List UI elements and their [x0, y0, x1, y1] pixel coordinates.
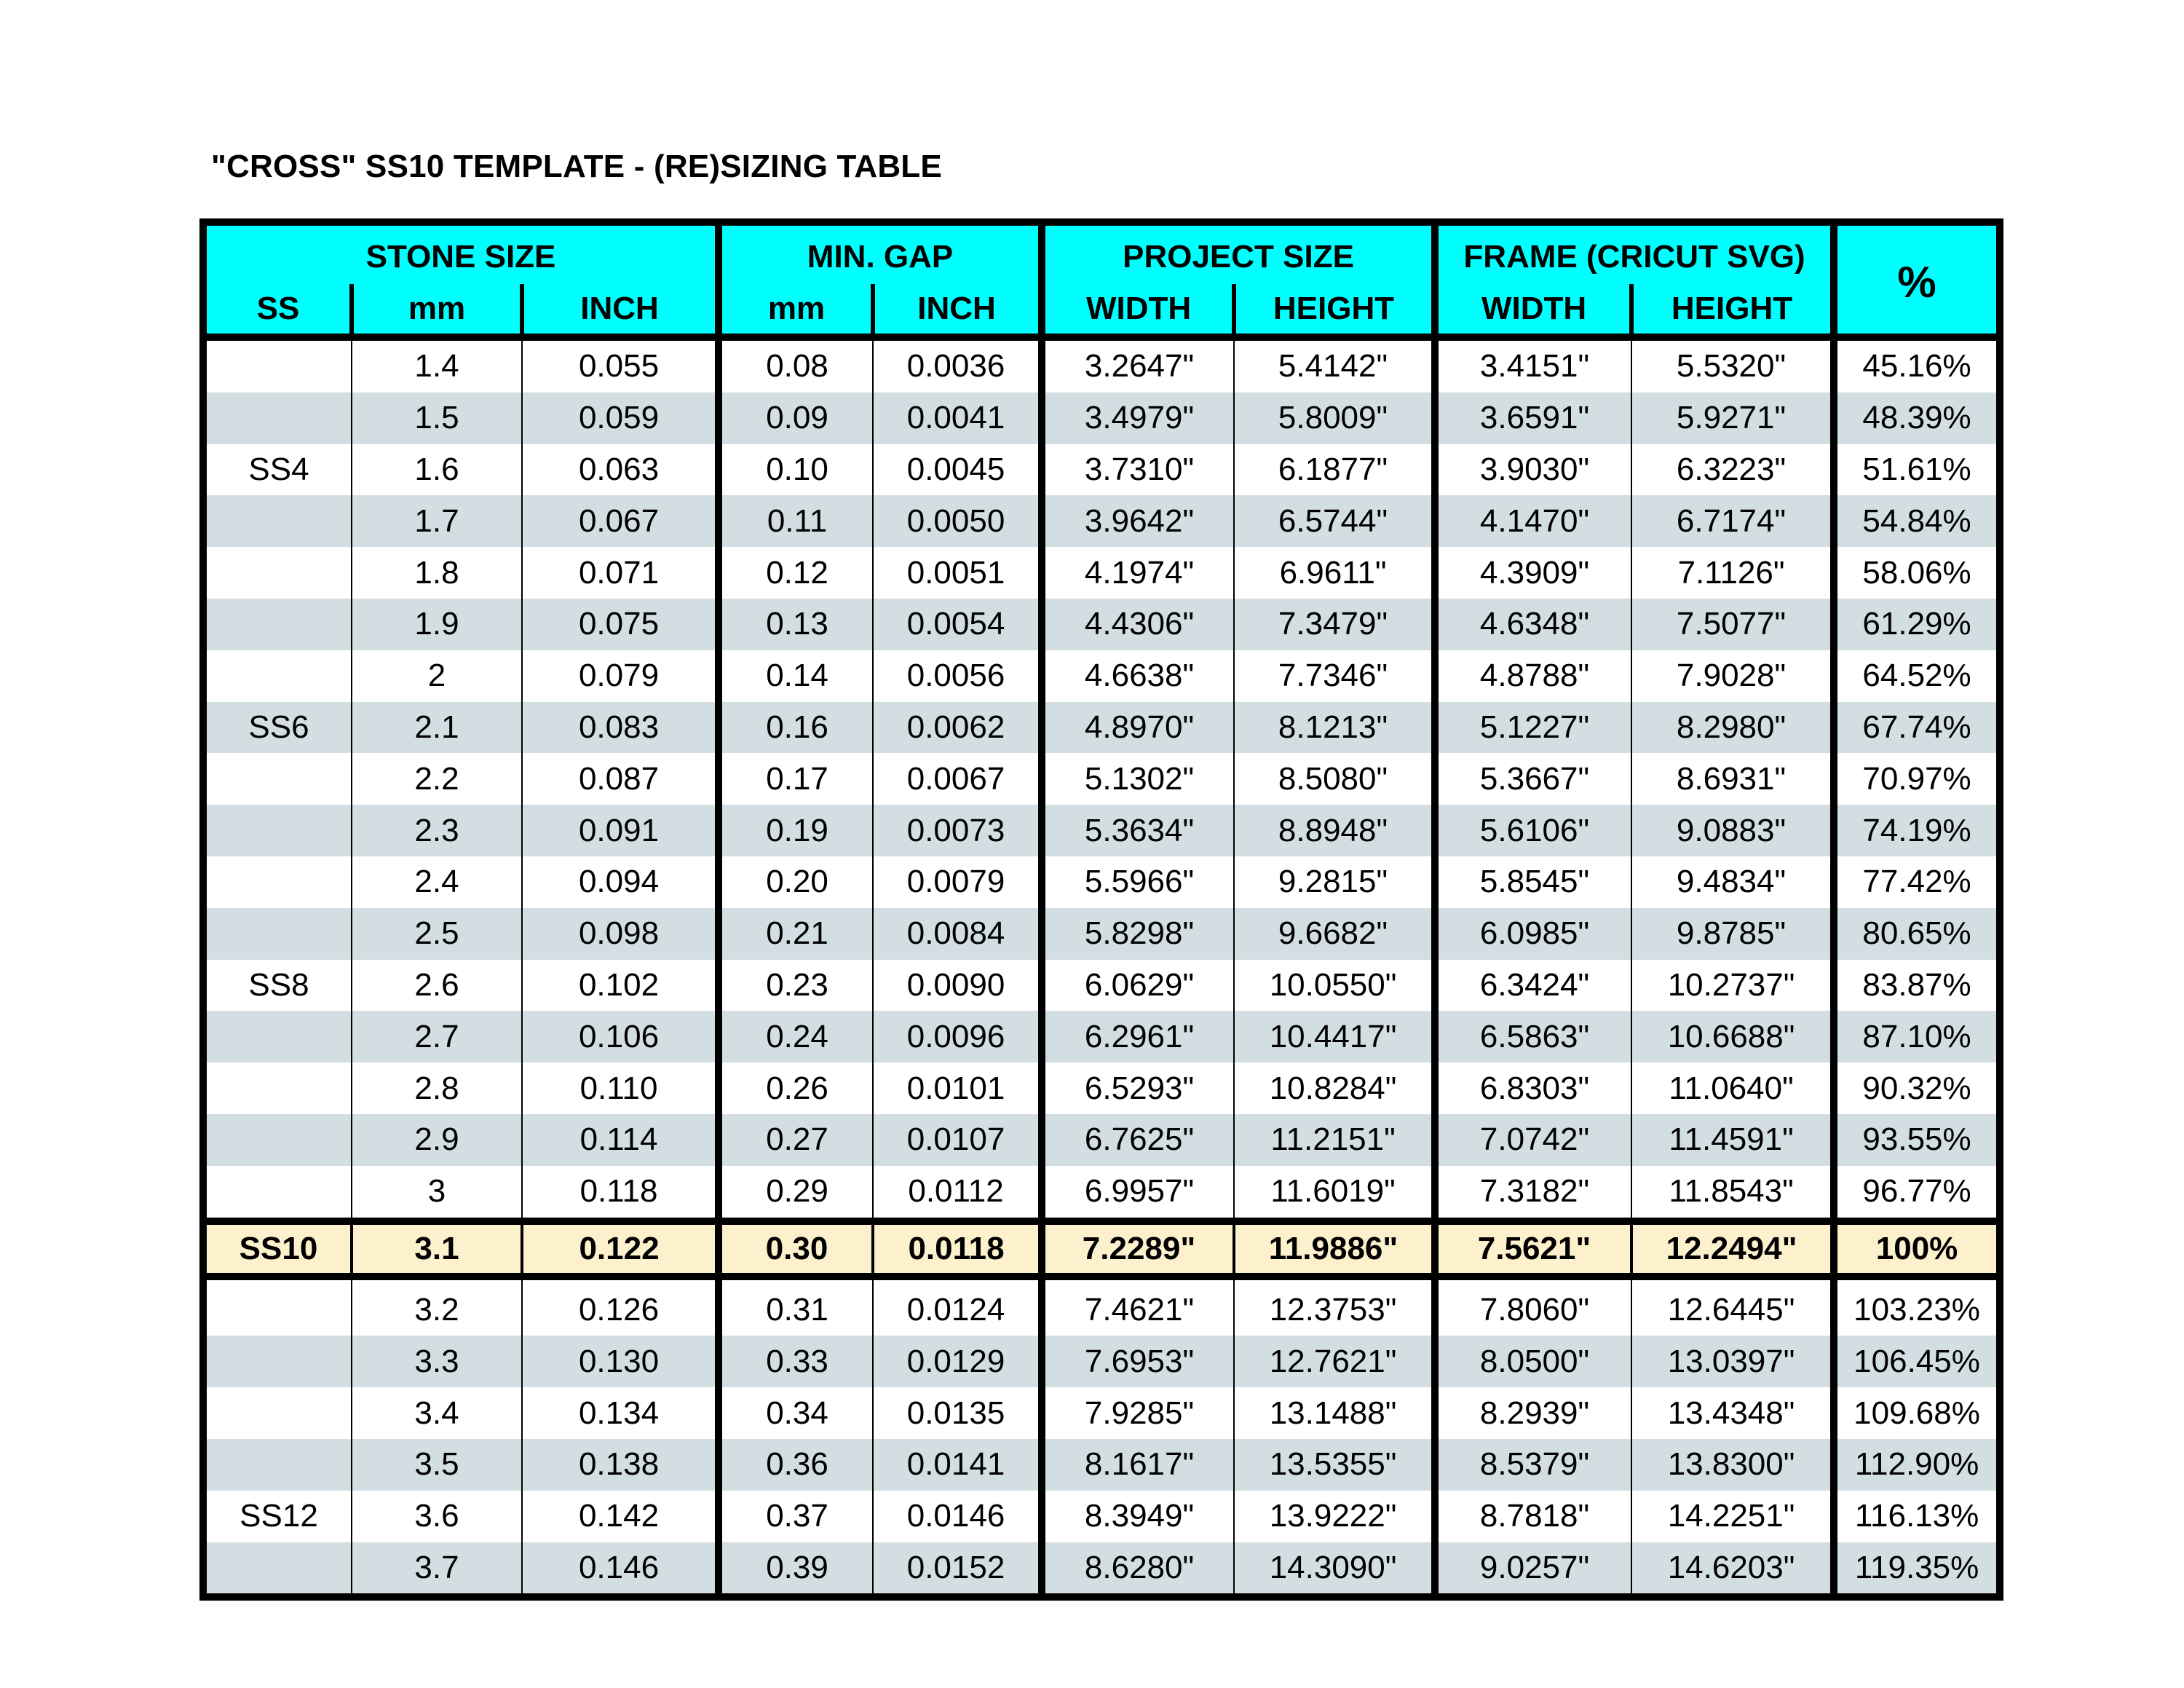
- gap-mm-cell: 0.24: [719, 1011, 873, 1062]
- ss-cell: [203, 337, 352, 393]
- frame-height-cell: 6.3223": [1631, 444, 1834, 496]
- project-width-cell: 7.9285": [1042, 1387, 1234, 1439]
- percent-cell: 48.39%: [1834, 393, 2000, 444]
- percent-cell: 83.87%: [1834, 960, 2000, 1011]
- percent-cell: 112.90%: [1834, 1439, 2000, 1491]
- percent-header: %: [1834, 222, 2000, 337]
- percent-cell: 45.16%: [1834, 337, 2000, 393]
- gap-inch-cell: 0.0036: [873, 337, 1042, 393]
- gap-inch-cell: 0.0135: [873, 1387, 1042, 1439]
- project-width-cell: 6.2961": [1042, 1011, 1234, 1062]
- gap-inch-cell: 0.0073: [873, 805, 1042, 856]
- stone-mm-cell: 3.5: [352, 1439, 522, 1491]
- project-height-cell: 14.3090": [1234, 1542, 1435, 1598]
- frame-width-cell: 4.8788": [1435, 650, 1631, 702]
- gap-inch-cell: 0.0050: [873, 495, 1042, 547]
- page-title: "CROSS" SS10 TEMPLATE - (RE)SIZING TABLE: [211, 149, 942, 184]
- frame-group-header: FRAME (CRICUT SVG): [1435, 222, 1834, 284]
- ss-cell: [203, 547, 352, 599]
- gap-mm-cell: 0.19: [719, 805, 873, 856]
- gap-inch-cell: 0.0051: [873, 547, 1042, 599]
- stone-mm-cell: 3.7: [352, 1542, 522, 1598]
- stone-mm-cell: 2.6: [352, 960, 522, 1011]
- gap-mm-cell: 0.08: [719, 337, 873, 393]
- frame-width-cell: 8.7818": [1435, 1491, 1631, 1542]
- gap-mm-cell: 0.10: [719, 444, 873, 496]
- table-row: [203, 547, 2000, 599]
- gap-mm-cell: 0.30: [719, 1221, 873, 1277]
- ss-cell: [203, 908, 352, 960]
- project-height-cell: 8.5080": [1234, 753, 1435, 805]
- stone-mm-cell: 2: [352, 650, 522, 702]
- project-height-cell: 8.1213": [1234, 702, 1435, 754]
- stone-inch-cell: 0.102: [522, 960, 719, 1011]
- frame-height-cell: 5.9271": [1631, 393, 1834, 444]
- ss-cell: SS4: [248, 451, 309, 487]
- percent-cell: 100%: [1834, 1221, 2000, 1277]
- ss-cell: [203, 1387, 352, 1439]
- ss-cell: [203, 599, 352, 650]
- gap-mm-cell: 0.20: [719, 856, 873, 908]
- ss-cell: SS12: [240, 1498, 318, 1534]
- ss-cell: [203, 1336, 352, 1387]
- table-row: [203, 337, 2000, 393]
- percent-cell: 54.84%: [1834, 495, 2000, 547]
- stone-mm-cell: 2.1: [352, 702, 522, 754]
- project-height-cell: 10.8284": [1234, 1062, 1435, 1114]
- stone-inch-cell: 0.138: [522, 1439, 719, 1491]
- stone-mm-cell: 1.4: [352, 337, 522, 393]
- table-row: [203, 1062, 2000, 1114]
- project-height-cell: 6.5744": [1234, 495, 1435, 547]
- ss-cell: [203, 1439, 352, 1491]
- stone-inch-cell: 0.142: [522, 1491, 719, 1542]
- gap-inch-cell: 0.0054: [873, 599, 1042, 650]
- percent-cell: 93.55%: [1834, 1114, 2000, 1166]
- stone-inch-cell: 0.055: [522, 337, 719, 393]
- percent-cell: 106.45%: [1834, 1336, 2000, 1387]
- percent-cell: 67.74%: [1834, 702, 2000, 754]
- table-row: [203, 702, 2000, 754]
- gap-mm-cell: 0.12: [719, 547, 873, 599]
- frame-width-cell: 3.4151": [1435, 337, 1631, 393]
- stone-inch-cell: 0.146: [522, 1542, 719, 1598]
- gap-inch-cell: 0.0141: [873, 1439, 1042, 1491]
- stone-mm-cell: 3.4: [352, 1387, 522, 1439]
- stone-mm-cell: 2.8: [352, 1062, 522, 1114]
- percent-cell: 96.77%: [1834, 1166, 2000, 1221]
- project-size-group-header: PROJECT SIZE: [1042, 222, 1435, 284]
- frame-height-cell: 7.5077": [1631, 599, 1834, 650]
- percent-cell: 51.61%: [1834, 444, 2000, 496]
- ss-cell: SS8: [248, 966, 309, 1003]
- table-row: [203, 1277, 2000, 1336]
- frame-width-cell: 7.5621": [1435, 1221, 1631, 1277]
- gap-inch-cell: 0.0152: [873, 1542, 1042, 1598]
- project-height-cell: 6.1877": [1234, 444, 1435, 496]
- gap-inch-cell: 0.0041: [873, 393, 1042, 444]
- stone-inch-cell: 0.059: [522, 393, 719, 444]
- gap-mm-cell: 0.23: [719, 960, 873, 1011]
- table-row: [203, 495, 2000, 547]
- stone-mm-cell: 1.8: [352, 547, 522, 599]
- ss-cell: [203, 1062, 352, 1114]
- frame-width-cell: 6.5863": [1435, 1011, 1631, 1062]
- ss-cell: [203, 393, 352, 444]
- project-width-cell: 4.4306": [1042, 599, 1234, 650]
- project-height-cell: 11.2151": [1234, 1114, 1435, 1166]
- project-width-cell: 6.5293": [1042, 1062, 1234, 1114]
- gap-inch-cell: 0.0129: [873, 1336, 1042, 1387]
- project-width-cell: 7.6953": [1042, 1336, 1234, 1387]
- stone-mm-cell: 2.3: [352, 805, 522, 856]
- project-height-cell: 12.7621": [1234, 1336, 1435, 1387]
- table-row: [203, 650, 2000, 702]
- project-width-cell: 3.4979": [1042, 393, 1234, 444]
- frame-height-cell: 7.9028": [1631, 650, 1834, 702]
- gap-inch-cell: 0.0045: [873, 444, 1042, 496]
- gap-mm-column-header: mm: [719, 284, 873, 337]
- project-height-cell: 9.6682": [1234, 908, 1435, 960]
- table-row: [203, 1114, 2000, 1166]
- percent-cell: 116.13%: [1834, 1491, 2000, 1542]
- stone-mm-cell: 3.6: [352, 1491, 522, 1542]
- frame-width-cell: 7.0742": [1435, 1114, 1631, 1166]
- stone-mm-cell: 3.3: [352, 1336, 522, 1387]
- stone-inch-column-header: INCH: [522, 284, 719, 337]
- frame-width-column-header: WIDTH: [1435, 284, 1631, 337]
- frame-width-cell: 8.5379": [1435, 1439, 1631, 1491]
- frame-width-cell: 4.3909": [1435, 547, 1631, 599]
- gap-inch-cell: 0.0084: [873, 908, 1042, 960]
- project-width-cell: 4.1974": [1042, 547, 1234, 599]
- ss-cell: [203, 1277, 352, 1336]
- table-row: [203, 393, 2000, 444]
- frame-width-cell: 4.1470": [1435, 495, 1631, 547]
- gap-mm-cell: 0.21: [719, 908, 873, 960]
- frame-height-cell: 14.6203": [1631, 1542, 1834, 1598]
- frame-width-cell: 4.6348": [1435, 599, 1631, 650]
- percent-cell: 58.06%: [1834, 547, 2000, 599]
- ss-cell: [203, 1166, 352, 1221]
- percent-cell: 74.19%: [1834, 805, 2000, 856]
- frame-height-cell: 13.8300": [1631, 1439, 1834, 1491]
- stone-inch-cell: 0.094: [522, 856, 719, 908]
- project-width-cell: 7.4621": [1042, 1277, 1234, 1336]
- stone-inch-cell: 0.126: [522, 1277, 719, 1336]
- min-gap-group-header: MIN. GAP: [719, 222, 1042, 284]
- stone-inch-cell: 0.118: [522, 1166, 719, 1221]
- table-header: [203, 222, 2000, 337]
- frame-height-column-header: HEIGHT: [1631, 284, 1834, 337]
- gap-mm-cell: 0.39: [719, 1542, 873, 1598]
- gap-inch-cell: 0.0067: [873, 753, 1042, 805]
- project-height-cell: 13.9222": [1234, 1491, 1435, 1542]
- frame-width-cell: 3.9030": [1435, 444, 1631, 496]
- project-width-cell: 6.7625": [1042, 1114, 1234, 1166]
- table-row: [203, 1439, 2000, 1491]
- percent-cell: 70.97%: [1834, 753, 2000, 805]
- project-width-cell: 4.8970": [1042, 702, 1234, 754]
- frame-width-cell: 9.0257": [1435, 1542, 1631, 1598]
- project-width-cell: 8.6280": [1042, 1542, 1234, 1598]
- stone-mm-cell: 3.2: [352, 1277, 522, 1336]
- stone-mm-cell: 2.5: [352, 908, 522, 960]
- frame-width-cell: 5.8545": [1435, 856, 1631, 908]
- gap-mm-cell: 0.36: [719, 1439, 873, 1491]
- frame-width-cell: 6.0985": [1435, 908, 1631, 960]
- frame-width-cell: 8.0500": [1435, 1336, 1631, 1387]
- ss-cell: [203, 495, 352, 547]
- stone-mm-cell: 2.9: [352, 1114, 522, 1166]
- gap-mm-cell: 0.11: [719, 495, 873, 547]
- ss-column-header: SS: [203, 284, 352, 337]
- project-width-cell: 5.5966": [1042, 856, 1234, 908]
- project-width-cell: 8.1617": [1042, 1439, 1234, 1491]
- stone-inch-cell: 0.091: [522, 805, 719, 856]
- gap-mm-cell: 0.37: [719, 1491, 873, 1542]
- gap-mm-cell: 0.14: [719, 650, 873, 702]
- project-width-cell: 3.7310": [1042, 444, 1234, 496]
- project-height-cell: 8.8948": [1234, 805, 1435, 856]
- stone-inch-cell: 0.079: [522, 650, 719, 702]
- percent-cell: 109.68%: [1834, 1387, 2000, 1439]
- project-width-cell: 8.3949": [1042, 1491, 1234, 1542]
- frame-height-cell: 8.2980": [1631, 702, 1834, 754]
- frame-height-cell: 10.6688": [1631, 1011, 1834, 1062]
- frame-height-cell: 6.7174": [1631, 495, 1834, 547]
- project-height-column-header: HEIGHT: [1234, 284, 1435, 337]
- project-height-cell: 9.2815": [1234, 856, 1435, 908]
- frame-width-cell: 5.6106": [1435, 805, 1631, 856]
- ss-cell: [203, 805, 352, 856]
- stone-inch-cell: 0.075: [522, 599, 719, 650]
- stone-inch-cell: 0.083: [522, 702, 719, 754]
- table-row: [203, 753, 2000, 805]
- stone-size-group-header: STONE SIZE: [203, 222, 719, 284]
- frame-height-cell: 10.2737": [1631, 960, 1834, 1011]
- stone-mm-cell: 1.6: [352, 444, 522, 496]
- stone-inch-cell: 0.130: [522, 1336, 719, 1387]
- stone-inch-cell: 0.122: [522, 1221, 719, 1277]
- frame-height-cell: 9.0883": [1631, 805, 1834, 856]
- frame-width-cell: 7.3182": [1435, 1166, 1631, 1221]
- ss-cell: SS6: [203, 702, 352, 754]
- table-row: [203, 444, 2000, 496]
- gap-inch-cell: 0.0146: [873, 1491, 1042, 1542]
- stone-inch-cell: 0.134: [522, 1387, 719, 1439]
- project-width-cell: 5.8298": [1042, 908, 1234, 960]
- frame-height-cell: 9.8785": [1631, 908, 1834, 960]
- stone-inch-cell: 0.067: [522, 495, 719, 547]
- frame-width-cell: 5.1227": [1435, 702, 1631, 754]
- stone-mm-cell: 2.2: [352, 753, 522, 805]
- frame-width-cell: 3.6591": [1435, 393, 1631, 444]
- project-width-cell: 6.9957": [1042, 1166, 1234, 1221]
- project-height-cell: 13.5355": [1234, 1439, 1435, 1491]
- frame-height-cell: 7.1126": [1631, 547, 1834, 599]
- table-body: [203, 337, 2000, 1597]
- gap-inch-cell: 0.0124: [873, 1277, 1042, 1336]
- gap-mm-cell: 0.33: [719, 1336, 873, 1387]
- table-row: [203, 856, 2000, 908]
- gap-inch-cell: 0.0101: [873, 1062, 1042, 1114]
- project-height-cell: 7.3479": [1234, 599, 1435, 650]
- project-height-cell: 5.4142": [1234, 337, 1435, 393]
- project-height-cell: 11.6019": [1234, 1166, 1435, 1221]
- gap-inch-cell: 0.0096: [873, 1011, 1042, 1062]
- project-height-cell: 6.9611": [1234, 547, 1435, 599]
- frame-width-cell: 6.3424": [1435, 960, 1631, 1011]
- project-width-cell: 3.9642": [1042, 495, 1234, 547]
- table-row: [203, 1336, 2000, 1387]
- frame-height-cell: 13.4348": [1631, 1387, 1834, 1439]
- stone-mm-cell: 1.7: [352, 495, 522, 547]
- resizing-table: [199, 218, 2003, 1601]
- stone-mm-cell: 1.9: [352, 599, 522, 650]
- frame-width-cell: 7.8060": [1435, 1277, 1631, 1336]
- table-row: [203, 908, 2000, 960]
- gap-inch-cell: 0.0090: [873, 960, 1042, 1011]
- frame-height-cell: 9.4834": [1631, 856, 1834, 908]
- project-height-cell: 12.3753": [1234, 1277, 1435, 1336]
- gap-mm-cell: 0.29: [719, 1166, 873, 1221]
- gap-mm-cell: 0.26: [719, 1062, 873, 1114]
- project-width-cell: 3.2647": [1042, 337, 1234, 393]
- percent-cell: 80.65%: [1834, 908, 2000, 960]
- frame-height-cell: 11.4591": [1631, 1114, 1834, 1166]
- gap-inch-cell: 0.0118: [873, 1221, 1042, 1277]
- frame-width-cell: 5.3667": [1435, 753, 1631, 805]
- project-height-cell: 10.0550": [1234, 960, 1435, 1011]
- table-row: [203, 1387, 2000, 1439]
- project-height-cell: 7.7346": [1234, 650, 1435, 702]
- project-width-cell: 7.2289": [1042, 1221, 1234, 1277]
- stone-mm-cell: 2.7: [352, 1011, 522, 1062]
- percent-cell: 119.35%: [1834, 1542, 2000, 1598]
- stone-inch-cell: 0.063: [522, 444, 719, 496]
- stone-mm-cell: 1.5: [352, 393, 522, 444]
- project-width-cell: 4.6638": [1042, 650, 1234, 702]
- stone-mm-column-header: mm: [352, 284, 522, 337]
- percent-cell: 90.32%: [1834, 1062, 2000, 1114]
- project-width-cell: 5.1302": [1042, 753, 1234, 805]
- frame-width-cell: 6.8303": [1435, 1062, 1631, 1114]
- frame-height-cell: 11.8543": [1631, 1166, 1834, 1221]
- frame-height-cell: 5.5320": [1631, 337, 1834, 393]
- ss-cell: [203, 753, 352, 805]
- gap-inch-column-header: INCH: [873, 284, 1042, 337]
- table-row: [203, 805, 2000, 856]
- ss-cell: [203, 1011, 352, 1062]
- project-height-cell: 5.8009": [1234, 393, 1435, 444]
- ss-cell: SS10: [203, 1221, 352, 1277]
- stone-inch-cell: 0.110: [522, 1062, 719, 1114]
- gap-inch-cell: 0.0062: [873, 702, 1042, 754]
- table-row: [203, 960, 2000, 1011]
- frame-height-cell: 12.2494": [1631, 1221, 1834, 1277]
- project-width-cell: 6.0629": [1042, 960, 1234, 1011]
- frame-height-cell: 13.0397": [1631, 1336, 1834, 1387]
- frame-height-cell: 14.2251": [1631, 1491, 1834, 1542]
- ss-cell: [203, 856, 352, 908]
- reference-row: [203, 1221, 2000, 1277]
- project-width-column-header: WIDTH: [1042, 284, 1234, 337]
- gap-mm-cell: 0.34: [719, 1387, 873, 1439]
- gap-mm-cell: 0.31: [719, 1277, 873, 1336]
- table-row: [203, 1166, 2000, 1221]
- table-row: [203, 1491, 2000, 1542]
- project-height-cell: 11.9886": [1234, 1221, 1435, 1277]
- gap-mm-cell: 0.27: [719, 1114, 873, 1166]
- percent-cell: 64.52%: [1834, 650, 2000, 702]
- project-height-cell: 13.1488": [1234, 1387, 1435, 1439]
- project-width-cell: 5.3634": [1042, 805, 1234, 856]
- ss-cell: [203, 1542, 352, 1598]
- project-height-cell: 10.4417": [1234, 1011, 1435, 1062]
- stone-mm-cell: 3: [352, 1166, 522, 1221]
- frame-height-cell: 11.0640": [1631, 1062, 1834, 1114]
- ss-cell: [203, 650, 352, 702]
- table-row: [203, 1011, 2000, 1062]
- stone-inch-cell: 0.106: [522, 1011, 719, 1062]
- stone-mm-cell: 2.4: [352, 856, 522, 908]
- stone-inch-cell: 0.114: [522, 1114, 719, 1166]
- gap-mm-cell: 0.09: [719, 393, 873, 444]
- ss-cell: [203, 1114, 352, 1166]
- percent-cell: 103.23%: [1834, 1277, 2000, 1336]
- gap-mm-cell: 0.17: [719, 753, 873, 805]
- stone-inch-cell: 0.071: [522, 547, 719, 599]
- frame-width-cell: 8.2939": [1435, 1387, 1631, 1439]
- frame-height-cell: 8.6931": [1631, 753, 1834, 805]
- gap-inch-cell: 0.0107: [873, 1114, 1042, 1166]
- gap-inch-cell: 0.0112: [873, 1166, 1042, 1221]
- stone-mm-cell: 3.1: [352, 1221, 522, 1277]
- gap-mm-cell: 0.13: [719, 599, 873, 650]
- stone-inch-cell: 0.087: [522, 753, 719, 805]
- frame-height-cell: 12.6445": [1631, 1277, 1834, 1336]
- percent-cell: 61.29%: [1834, 599, 2000, 650]
- percent-cell: 77.42%: [1834, 856, 2000, 908]
- table-row: [203, 599, 2000, 650]
- percent-cell: 87.10%: [1834, 1011, 2000, 1062]
- gap-mm-cell: 0.16: [719, 702, 873, 754]
- stone-inch-cell: 0.098: [522, 908, 719, 960]
- table-row: [203, 1542, 2000, 1598]
- gap-inch-cell: 0.0056: [873, 650, 1042, 702]
- gap-inch-cell: 0.0079: [873, 856, 1042, 908]
